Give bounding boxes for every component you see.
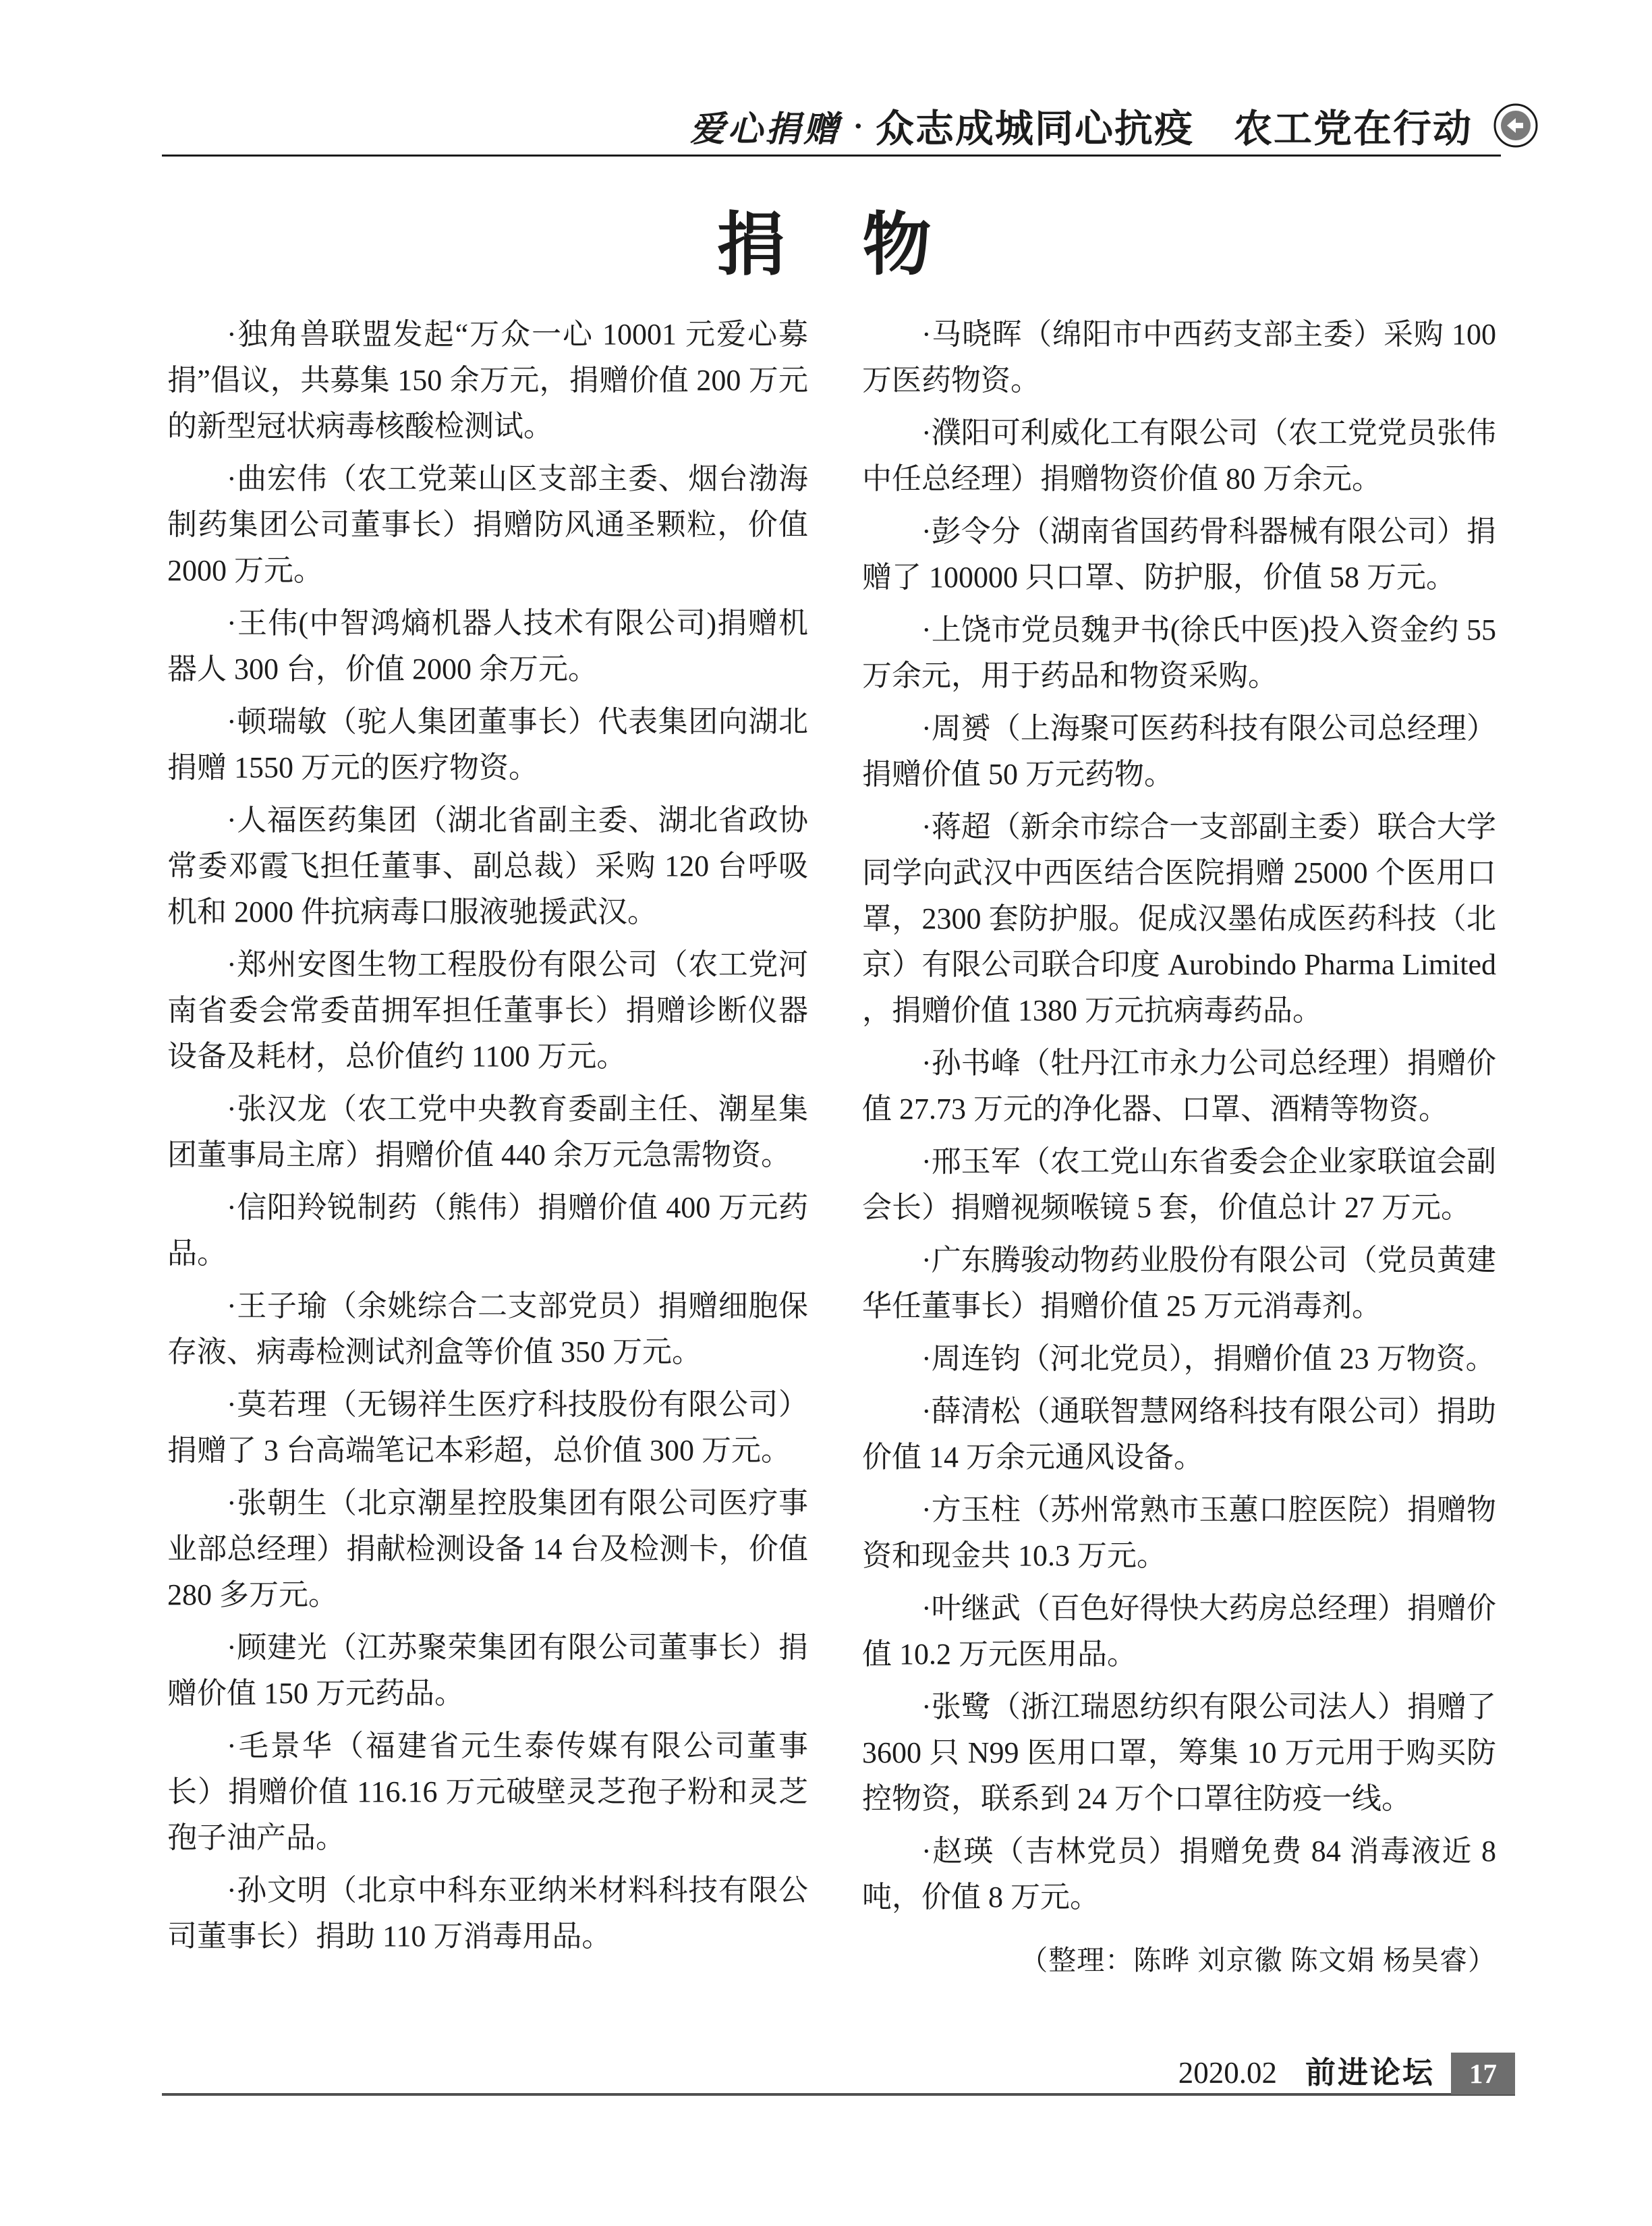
- donation-item: ·张汉龙（农工党中央教育委副主任、潮星集团董事局主席）捐赠价值 440 余万元急需物资。: [167, 1092, 808, 1171]
- donation-item: ·孙书峰（牡丹江市永力公司总经理）捐赠价值 27.73 万元的净化器、口罩、酒精等物资。: [862, 1047, 1496, 1125]
- donation-item: ·王伟(中智鸿熵机器人技术有限公司)捐赠机器人 300 台，价值 2000 余万元。: [167, 607, 808, 686]
- donation-item: ·顾建光（江苏聚荣集团有限公司董事长）捐赠价值 150 万元药品。: [167, 1631, 808, 1710]
- donation-item: ·曲宏伟（农工党莱山区支部主委、烟台渤海制药集团公司董事长）捐赠防风通圣颗粒，价值 2000 万元。: [167, 462, 808, 587]
- donation-item: ·邢玉军（农工党山东省委会企业家联谊会副会长）捐赠视频喉镜 5 套，价值总计 27 万元。: [862, 1145, 1496, 1224]
- donation-item: ·广东腾骏动物药业股份有限公司（党员黄建华任董事长）捐赠价值 25 万元消毒剂。: [862, 1244, 1496, 1323]
- donation-item: ·人福医药集团（湖北省副主委、湖北省政协常委邓霞飞担任董事、副总裁）采购 120 台呼吸机和 2000 件抗病毒口服液驰援武汉。: [167, 804, 808, 928]
- footer-journal: 前进论坛: [1305, 2056, 1435, 2090]
- circle-left-arrow-icon: [1493, 103, 1539, 148]
- footer-rule: [162, 2093, 1515, 2096]
- left-column: [167, 312, 808, 1966]
- donation-item: ·莫若理（无锡祥生医疗科技股份有限公司）捐赠了 3 台高端笔记本彩超，总价值 300 万元。: [167, 1388, 808, 1467]
- page-header: [690, 100, 1539, 151]
- right-column: [862, 312, 1496, 1982]
- donation-item: ·方玉柱（苏州常熟市玉蕙口腔医院）捐赠物资和现金共 10.3 万元。: [862, 1493, 1496, 1572]
- credit-line: （整理：陈晔 刘京徽 陈文娟 杨昊睿）: [1020, 1945, 1496, 1976]
- donation-item: ·郑州安图生物工程股份有限公司（农工党河南省委会常委苗拥军担任董事长）捐赠诊断仪器设备及耗材，总价值约 1100 万元。: [167, 948, 808, 1073]
- donation-item: ·周连钧（河北党员），捐赠价值 23 万物资。: [921, 1342, 1496, 1375]
- page-number-badge: 17: [1451, 2053, 1515, 2094]
- donation-item: ·赵瑛（吉林党员）捐赠免费 84 消毒液近 8 吨，价值 8 万元。: [862, 1835, 1496, 1914]
- donation-item: ·顿瑞敏（驼人集团董事长）代表集团向湖北捐赠 1550 万元的医疗物资。: [167, 705, 808, 784]
- donation-item: ·毛景华（福建省元生泰传媒有限公司董事长）捐赠价值 116.16 万元破壁灵芝孢子粉和灵芝孢子油产品。: [167, 1729, 808, 1854]
- donation-item: ·周赟（上海聚可医药科技有限公司总经理）捐赠价值 50 万元药物。: [862, 712, 1496, 791]
- donation-item: ·叶继武（百色好得快大药房总经理）捐赠价值 10.2 万元医用品。: [862, 1592, 1496, 1671]
- donation-item: ·马晓晖（绵阳市中西药支部主委）采购 100 万医药物资。: [862, 318, 1496, 397]
- footer-issue: 2020.02: [1178, 2056, 1277, 2090]
- header-headline: 众志成城同心抗疫 农工党在行动: [876, 107, 1473, 150]
- footer-info: [1178, 2055, 1435, 2090]
- donation-item: ·独角兽联盟发起“万众一心 10001 元爱心募捐”倡议，共募集 150 余万元，捐赠价值 200 万元的新型冠状病毒核酸检测试。: [167, 318, 808, 443]
- article-title: 捐 物: [716, 208, 936, 284]
- donation-item: ·王子瑜（余姚综合二支部党员）捐赠细胞保存液、病毒检测试剂盒等价值 350 万元。: [167, 1289, 808, 1368]
- donation-item: ·薛清松（通联智慧网络科技有限公司）捐助价值 14 万余元通风设备。: [862, 1395, 1496, 1474]
- donation-item: ·彭令分（湖南省国药骨科器械有限公司）捐赠了 100000 只口罩、防护服，价值 58 万元。: [862, 515, 1496, 594]
- header-rule: [162, 155, 1501, 157]
- donation-item: ·信阳羚锐制药（熊伟）捐赠价值 400 万元药品。: [167, 1191, 808, 1270]
- donation-item: ·张鹭（浙江瑞恩纺织有限公司法人）捐赠了 3600 只 N99 医用口罩，筹集 10 万元用于购买防控物资，联系到 24 万个口罩往防疫一线。: [862, 1690, 1496, 1815]
- donation-item: ·孙文明（北京中科东亚纳米材料科技有限公司董事长）捐助 110 万消毒用品。: [167, 1874, 808, 1953]
- header-separator: ·: [853, 108, 863, 143]
- donation-item: ·蒋超（新余市综合一支部副主委）联合大学同学向武汉中西医结合医院捐赠 25000 个医用口罩，2300 套防护服。促成汉墨佑成医药科技（北京）有限公司联合印度 Aurobindo Pharma Limited ，捐赠价值 1380 万元抗病毒药品。: [862, 810, 1496, 1027]
- donation-item: ·上饶市党员魏尹书(徐氏中医)投入资金约 55 万余元，用于药品和物资采购。: [862, 613, 1496, 692]
- donation-item: ·濮阳可利威化工有限公司（农工党党员张伟中任总经理）捐赠物资价值 80 万余元。: [862, 416, 1496, 495]
- series-label: 爱心捐赠: [689, 110, 841, 149]
- donation-item: ·张朝生（北京潮星控股集团有限公司医疗事业部总经理）捐献检测设备 14 台及检测卡，价值 280 多万元。: [167, 1486, 808, 1611]
